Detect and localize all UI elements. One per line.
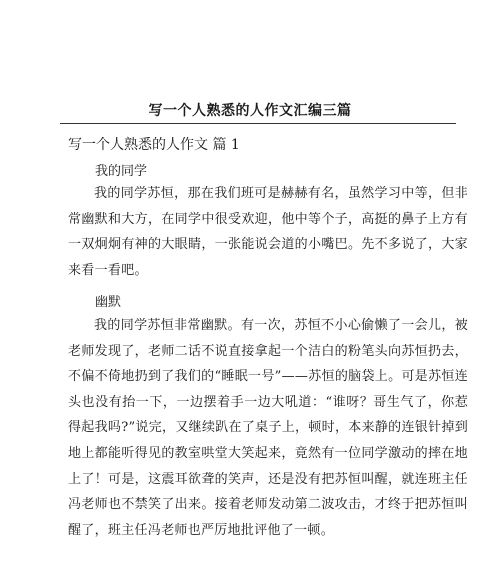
title-divider (60, 123, 456, 124)
paragraph-intro-text: 我的同学苏恒，那在我们班可是赫赫有名，虽然学习中等，但非常幽默和大方，在同学中很受欢迎，他中等个子，高挺的鼻子上方有一双炯炯有神的大眼睛，一张能说会道的小嘴巴。先不多说了，大家来看一看吧。 (68, 186, 468, 278)
paragraph-humor (68, 313, 468, 543)
subheading-classmate: 我的同学 (95, 164, 148, 179)
paragraph-intro (68, 181, 468, 283)
document-title: 写一个人熟悉的人作文汇编三篇 (148, 103, 352, 119)
section-header: 写一个人熟悉的人作文 篇 1 (68, 137, 240, 153)
paragraph-humor-text: 我的同学苏恒非常幽默。有一次，苏恒不小心偷懒了一会儿，被老师发现了，老师二话不说直接拿起一个洁白的粉笔头向苏恒扔去，不偏不倚地扔到了我们的“睡眠一号”——苏恒的脑袋上。可是苏恒连头也没有抬一下，一边摆着手一边大吼道：“谁呀？哥生气了，你惹得起我吗?”说完，又继续趴在了桌子上，顿时，本来静的连银针掉到地上都能听得见的教室哄堂大笑起来，竟然有一位同学激动的摔在地上了！可是，这震耳欲聋的笑声，还是没有把苏恒叫醒，就连班主任冯老师也不禁笑了出来。接着老师发动第二波攻击，才终于把苏恒叫醒了，班主任冯老师也严厉地批评他了一顿。 (68, 318, 468, 538)
subheading-humor: 幽默 (95, 295, 122, 310)
